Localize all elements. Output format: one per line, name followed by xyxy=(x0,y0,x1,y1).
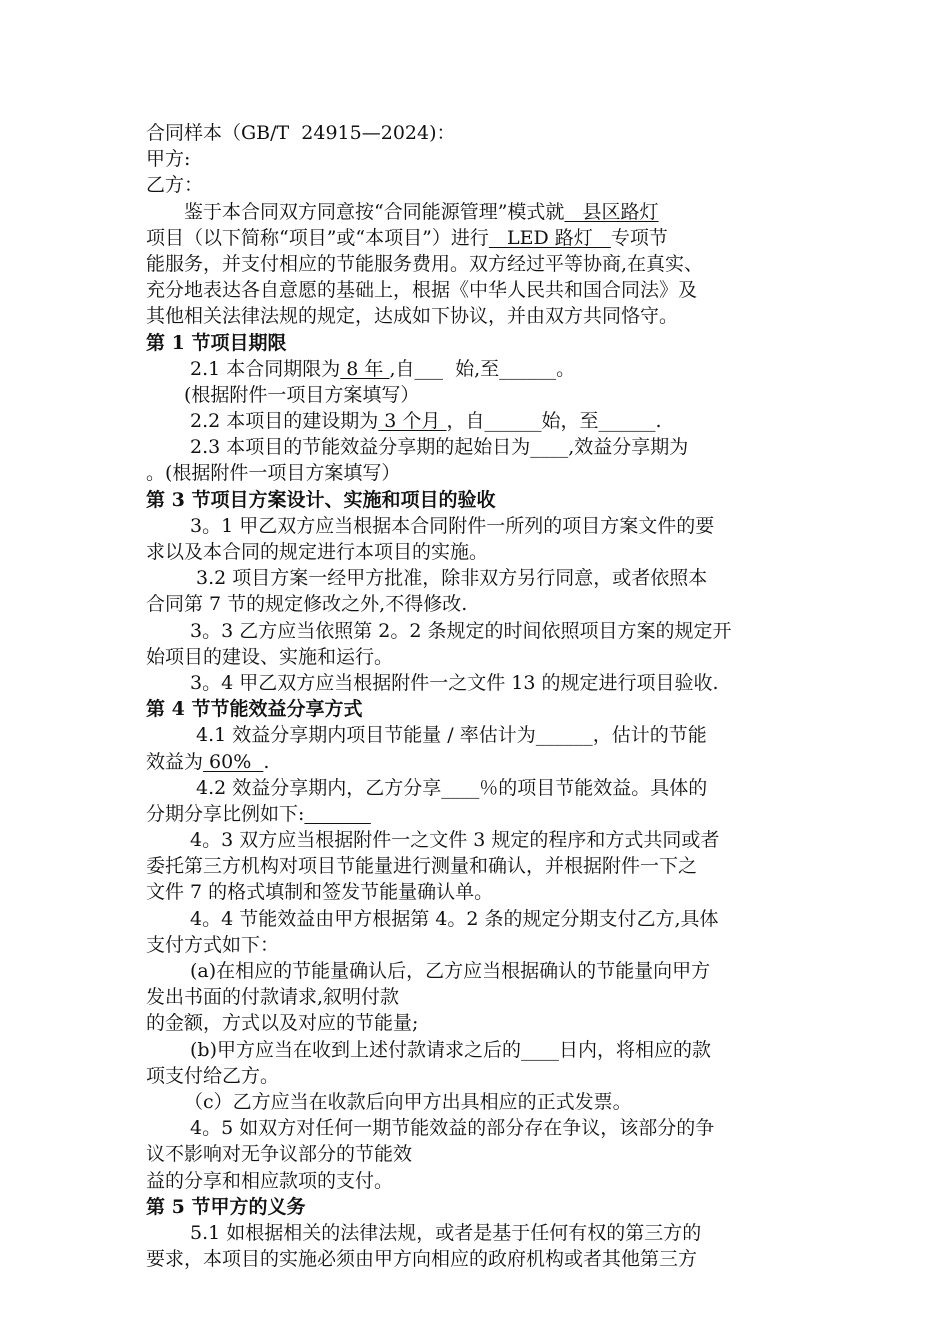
term-years-blank: 8 年 xyxy=(340,357,390,380)
clause-line: 合同第 7 节的规定修改之外,不得修改. xyxy=(146,593,468,616)
benefit-percent-blank: 60% xyxy=(203,750,264,773)
preamble-line: 鉴于本合同双方同意按“合同能源管理”模式就 县区路灯 xyxy=(184,200,659,223)
clause-line: 4.2 效益分享期内，乙方分享____％的项目节能效益。具体的 xyxy=(196,776,708,799)
clause-line: 3.2 项目方案一经甲方批准，除非双方另行同意，或者依照本 xyxy=(196,567,708,590)
clause-line: 文件 7 的格式填制和签发节能量确认单。 xyxy=(146,881,494,904)
clause-line: 效益为 60% . xyxy=(146,750,270,773)
clause-line: 4.1 效益分享期内项目节能量 / 率估计为______，估计的节能 xyxy=(196,724,707,747)
share-ratio-blank xyxy=(304,803,370,825)
section-heading: 第 4 节节能效益分享方式 xyxy=(146,698,363,721)
clause-line: 5.1 如根据相关的法律法规，或者是基于任何有权的第三方的 xyxy=(190,1221,702,1244)
clause-line: 4。4 节能效益由甲方根据第 4。2 条的规定分期支付乙方,具体 xyxy=(190,907,719,930)
clause-line: 。(根据附件一项目方案填写） xyxy=(146,462,401,485)
clause-line: （c）乙方应当在收款后向甲方出具相应的正式发票。 xyxy=(184,1090,632,1113)
clause-line: 3。4 甲乙双方应当根据附件一之文件 13 的规定进行项目验收. xyxy=(190,671,719,694)
clause-line: 2.2 本项目的建设期为 3 个月 ，自______始，至______. xyxy=(190,410,662,433)
clause-line: 2.3 本项目的节能效益分享期的起始日为____,效益分享期为 xyxy=(190,436,689,459)
clause-line: 项支付给乙方。 xyxy=(146,1064,280,1087)
party-b-label: 乙方： xyxy=(146,174,204,197)
clause-line: 始项目的建设、实施和运行。 xyxy=(146,645,394,668)
clause-line: (b)甲方应当在收到上述付款请求之后的____日内，将相应的款 xyxy=(190,1038,711,1061)
preamble-line: 能服务，并支付相应的节能服务费用。双方经过平等协商,在真实、 xyxy=(146,252,704,275)
section-heading: 第 1 节项目期限 xyxy=(146,331,287,354)
clause-line: 议不影响对无争议部分的节能效 xyxy=(146,1143,413,1166)
section-heading: 第 5 节甲方的义务 xyxy=(146,1195,306,1218)
clause-line: 求以及本合同的规定进行本项目的实施。 xyxy=(146,541,489,563)
contract-sample-title: 合同样本（GB/T 24915—2024)： xyxy=(146,122,456,144)
section-heading: 第 3 节项目方案设计、实施和项目的验收 xyxy=(146,488,496,511)
clause-line: 3。1 甲乙双方应当根据本合同附件一所列的项目方案文件的要 xyxy=(190,514,715,537)
preamble-line: 其他相关法律法规的规定，达成如下协议，并由双方共同恪守。 xyxy=(146,305,679,328)
clause-note: (根据附件一项目方案填写） xyxy=(184,383,420,406)
preamble-line: 项目（以下简称“项目”或“本项目”）进行 LED 路灯 专项节 xyxy=(146,226,668,249)
clause-line: 要求，本项目的实施必须由甲方向相应的政府机构或者其他第三方 xyxy=(146,1248,698,1271)
clause-line: 3。3 乙方应当依照第 2。2 条规定的时间依照项目方案的规定开 xyxy=(190,619,732,642)
clause-line: 支付方式如下： xyxy=(146,933,280,956)
party-a-label: 甲方: xyxy=(146,148,191,171)
preamble-line: 充分地表达各自意愿的基础上，根据《中华人民共和国合同法》及 xyxy=(146,279,698,302)
clause-line: 委托第三方机构对项目节能量进行测量和确认，并根据附件一下之 xyxy=(146,855,698,878)
construction-period-blank: 3 个月 xyxy=(378,410,447,433)
clause-line: 4。3 双方应当根据附件一之文件 3 规定的程序和方式共同或者 xyxy=(190,829,720,852)
project-location-blank: 县区路灯 xyxy=(564,200,659,223)
clause-line: 的金额，方式以及对应的节能量; xyxy=(146,1012,419,1035)
project-type-blank: LED 路灯 xyxy=(488,226,611,249)
clause-line: 发出书面的付款请求,叙明付款 xyxy=(146,986,400,1009)
clause-line: 益的分享和相应款项的支付。 xyxy=(146,1169,394,1192)
clause-line: (a)在相应的节能量确认后，乙方应当根据确认的节能量向甲方 xyxy=(190,960,711,982)
clause-line: 分期分享比例如下: xyxy=(146,801,808,827)
contract-document xyxy=(146,120,808,1272)
clause-line: 4。5 如双方对任何一期节能效益的部分存在争议，该部分的争 xyxy=(190,1117,715,1140)
clause-line: 2.1 本合同期限为 8 年 ,自___ 始,至______。 xyxy=(190,357,576,380)
